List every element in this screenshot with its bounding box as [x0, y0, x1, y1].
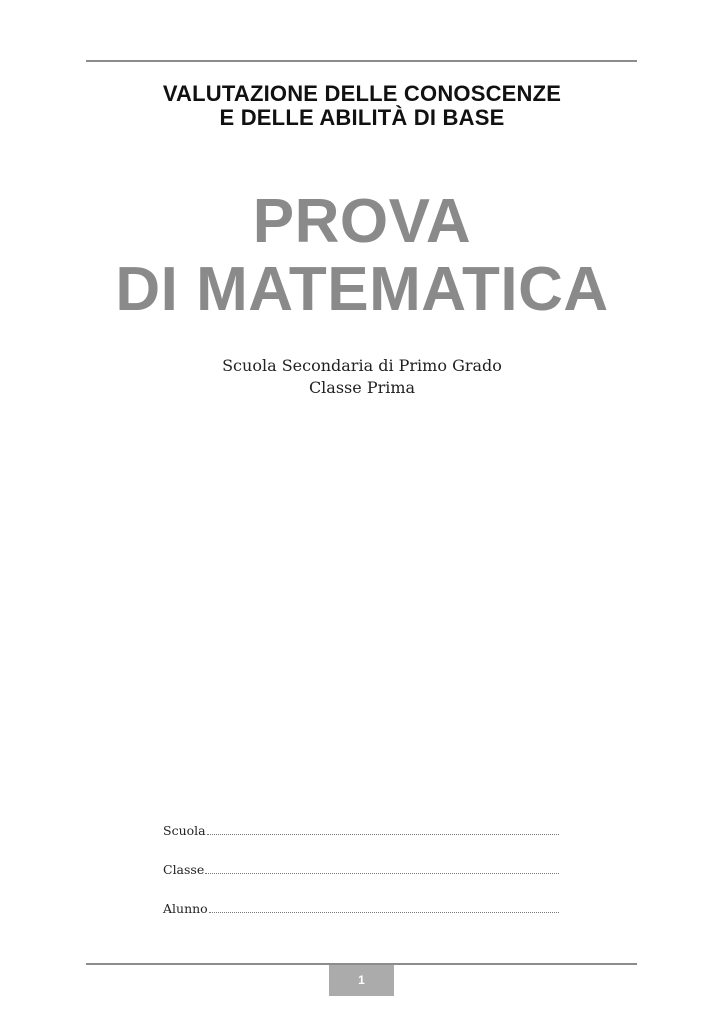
subtitle-line-2: Classe Prima: [308, 378, 416, 397]
title-line-1: PROVA: [252, 187, 472, 256]
school-field-label: Scuola: [163, 823, 206, 838]
top-rule: [86, 60, 637, 62]
subtitle-line-1: Scuola Secondaria di Primo Grado: [222, 356, 502, 375]
heading-line-1: VALUTAZIONE DELLE CONOSCENZE: [162, 81, 562, 106]
title-line-2: DI MATEMATICA: [115, 255, 609, 324]
class-field-line[interactable]: [205, 873, 559, 874]
document-subtitle: [0, 355, 724, 399]
class-field[interactable]: [163, 857, 559, 877]
student-info-form: [163, 818, 559, 935]
student-field[interactable]: [163, 896, 559, 916]
school-field[interactable]: [163, 818, 559, 838]
document-heading: [0, 82, 724, 130]
document-title: [0, 188, 724, 324]
page-number: 1: [329, 965, 394, 996]
class-field-label: Classe: [163, 862, 205, 877]
student-field-label: Alunno: [163, 901, 208, 916]
school-field-line[interactable]: [207, 834, 559, 835]
student-field-line[interactable]: [209, 912, 559, 913]
heading-line-2: E DELLE ABILITÀ DI BASE: [219, 105, 505, 130]
